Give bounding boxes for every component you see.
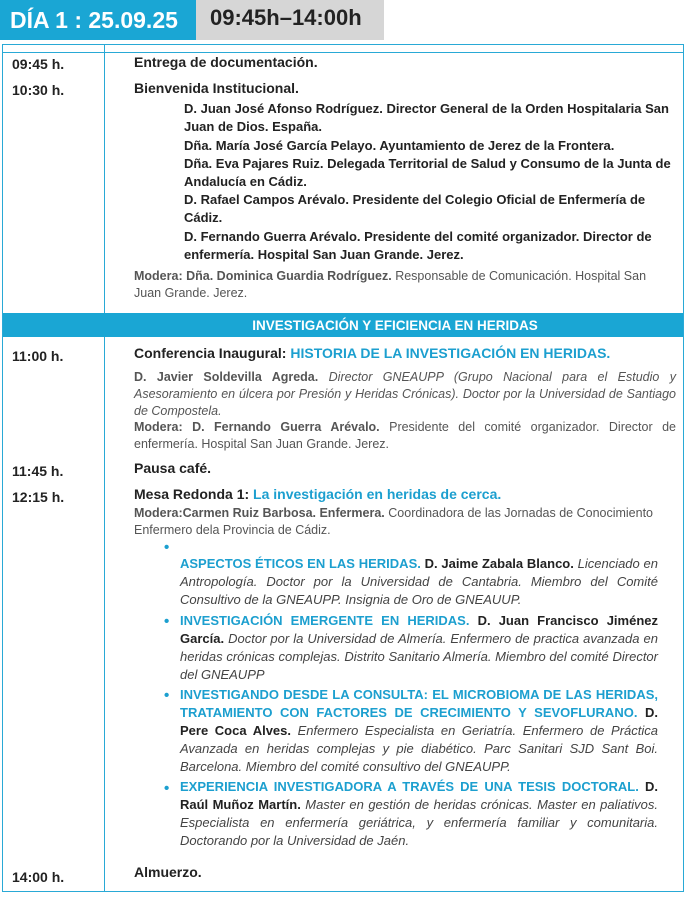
talk-title: ASPECTOS ÉTICOS EN LAS HERIDAS. (180, 556, 421, 571)
talk-item (180, 612, 658, 684)
moderator-label: Modera: (134, 269, 183, 283)
talk-speaker: D. Pere Coca Alves. (180, 705, 658, 738)
conference-label: Conferencia Inaugural: (134, 345, 287, 361)
welcome-speaker: D. Rafael Campos Arévalo. Presidente del Colegio Oficial de Enfermería de Cádiz. (184, 192, 646, 225)
row-divider (3, 52, 683, 53)
row-time: 11:00 h. (12, 348, 64, 364)
talk-item (180, 555, 658, 609)
conference-moderator (134, 419, 676, 453)
moderator-label: Modera: (134, 420, 183, 434)
moderator-name: Carmen Ruiz Barbosa. Enfermera. (182, 506, 385, 520)
moderator-name: Dña. Dominica Guardia Rodríguez. (186, 269, 392, 283)
row-title: Bienvenida Institucional. (134, 80, 299, 96)
bullet-icon: • (164, 780, 170, 797)
moderator-name: D. Fernando Guerra Arévalo. (192, 420, 380, 434)
welcome-speaker: D. Fernando Guerra Arévalo. Presidente del comité organizador. Director de enfermería. Hospital San Juan Grande. Jerez. (184, 229, 652, 262)
moderator-role: Presidente del comité organizador. Director de enfermería. Hospital San Juan Grande. Jerez. (134, 420, 676, 451)
round-table-topic: La investigación en heridas de cerca. (253, 486, 502, 502)
round-table-moderator (134, 505, 676, 539)
welcome-speaker: Dña. María José García Pelayo. Ayuntamiento de Jerez de la Frontera. (184, 138, 615, 153)
talk-title: INVESTIGACIÓN EMERGENTE EN HERIDAS. (180, 613, 470, 628)
day-label: DÍA 1 : 25.09.25 (0, 0, 196, 40)
talk-title: EXPERIENCIA INVESTIGADORA A TRAVÉS DE UNA TESIS DOCTORAL. (180, 779, 639, 794)
round-table-label: Mesa Redonda 1: (134, 486, 250, 502)
column-divider (104, 44, 105, 892)
talk-item (180, 686, 658, 776)
moderator-role: Coordinadora de las Jornadas de Conocimiento Enfermero dela Provincia de Cádiz. (134, 506, 654, 537)
row-time: 11:45 h. (12, 463, 64, 479)
round-table-title (134, 486, 501, 502)
row-time: 09:45 h. (12, 56, 65, 72)
bullet-icon: • (164, 613, 170, 630)
moderator-label: Modera: (134, 506, 183, 520)
talk-desc: Master en gestión de heridas crónicas. Master en paliativos. Especialista en enfermería geriátrica, y enfermería familiar y comunitaria. Doctorando por la Universidad de Jaén. (180, 797, 658, 848)
row-time: 12:15 h. (12, 489, 65, 505)
row-title: Entrega de documentación. (134, 54, 318, 70)
talk-item (180, 778, 658, 850)
talk-speaker: D. Juan Francisco Jiménez García. (180, 613, 658, 646)
row-title: Almuerzo. (134, 864, 202, 880)
talk-speaker: D. Raúl Muñoz Martín. (180, 779, 658, 812)
talk-desc: Doctor por la Universidad de Almería. Enfermero de practica avanzada en heridas crónicas complejas. Distrito Sanitario Almería. Miembro del comité Director del GNEAUPP (180, 631, 658, 682)
talk-desc: Enfermero Especialista en Geriatría. Enfermero de Práctica Avanzada en heridas complejas y pie diabético. Parc Sanitari SJD Sant Boi. Barcelona. Miembro del comité consultivo del GNEAUPP. (180, 723, 658, 774)
conference-title (134, 345, 610, 361)
talk-desc: Licenciado en Antropología. Doctor por la Universidad de Cantabria. Miembro del Comité Consultivo de la GNEAUPP. Insignia de Oro de GNEAUUP. (180, 556, 658, 607)
bullet-icon: • (164, 687, 170, 704)
welcome-speaker: Dña. Eva Pajares Ruiz. Delegada Territorial de Salud y Consumo de la Junta de Andalucía en Cádiz. (184, 156, 671, 189)
talk-speaker: D. Jaime Zabala Blanco. (424, 556, 574, 571)
speaker-desc: Director GNEAUPP (Grupo Nacional para el Estudio y Asesoramiento en úlcera por Presión y Heridas Crónicas). Doctor por la Universidad de Santiago de Compostela. (134, 370, 676, 418)
time-range: 09:45h–14:00h (196, 0, 384, 40)
moderator-role: Responsable de Comunicación. Hospital San Juan Grande. Jerez. (134, 269, 647, 300)
bullet-icon: • (164, 539, 170, 556)
row-time: 10:30 h. (12, 82, 65, 98)
speaker-name: D. Javier Soldevilla Agreda. (134, 370, 319, 384)
conference-speaker (134, 369, 676, 420)
session-band: INVESTIGACIÓN Y EFICIENCIA EN HERIDAS (3, 313, 683, 337)
row-time: 14:00 h. (12, 869, 65, 885)
welcome-moderator (134, 268, 676, 302)
talk-title: INVESTIGANDO DESDE LA CONSULTA: EL MICROBIOMA DE LAS HERIDAS, TRATAMIENTO CON FACTORES DE CRECIMIENTO Y SEVOFLURANO. (180, 687, 658, 720)
conference-topic: HISTORIA DE LA INVESTIGACIÓN EN HERIDAS. (290, 345, 611, 361)
welcome-speaker: D. Juan José Afonso Rodríguez. Director General de la Orden Hospitalaria San Juan de Dios. España. (184, 101, 669, 134)
row-title: Pausa café. (134, 460, 212, 476)
